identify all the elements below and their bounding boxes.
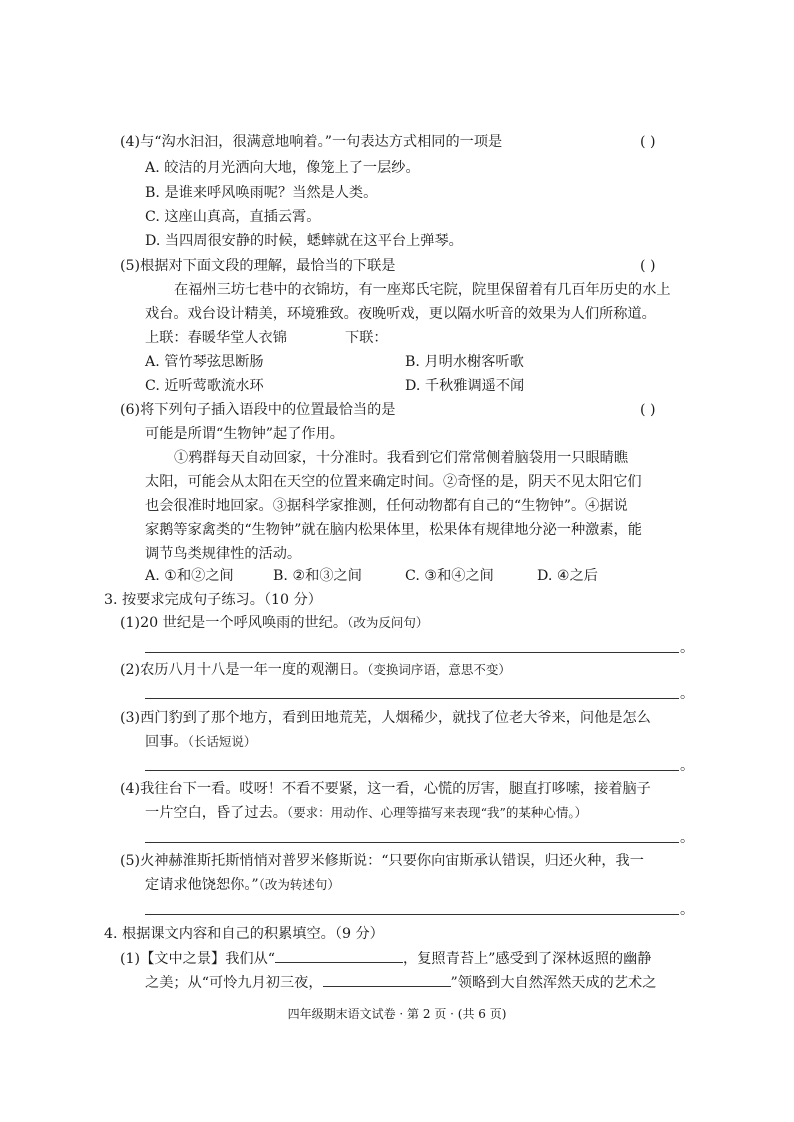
q6-passage-line: ①鸦群每天自动回家，十分准时。我看到它们常常侧着脑袋用一只眼睛瞧 [174, 450, 629, 466]
q5-option-d: D. 千秋雅调遥不闻 [405, 378, 525, 394]
q5-option-b: B. 月明水榭客听歌 [405, 354, 524, 370]
s3-item-requirement: （要求：用动作、心理等描写来表现“我”的某种心情。） [286, 805, 588, 820]
end-period: 。 [680, 686, 695, 702]
q6-passage-line: 调节鸟类规律性的活动。 [145, 546, 302, 562]
q6-option-a: A. ①和②之间 [145, 568, 234, 584]
q6-answer-paren[interactable]: ( ) [640, 402, 656, 418]
q4-option-b: B. 是谁来呼风唤雨呢？当然是人类。 [145, 185, 378, 201]
q6-option-c: C. ③和④之间 [405, 568, 494, 584]
q6-passage-line: 也会很准时地回家。③据科学家推测，任何动物都有自己的“生物钟”。④据说 [145, 498, 628, 514]
q5-option-a: A. 管竹琴弦思断肠 [145, 354, 264, 370]
q4-option-d: D. 当四周很安静的时候，蟋蟀就在这平台上弹琴。 [145, 233, 463, 249]
s3-item-text: 回事。 [145, 734, 188, 750]
end-period: 。 [680, 640, 695, 656]
answer-line[interactable] [145, 770, 679, 771]
q5-passage-line: 在福州三坊七巷中的衣锦坊，有一座郑氏宅院，院里保留着有几百年历史的水上 [174, 282, 671, 298]
q6-passage-line: 太阳，可能会从太阳在天空的位置来确定时间。②奇怪的是，阴天不见太阳它们 [145, 474, 642, 490]
answer-line[interactable] [145, 652, 679, 653]
s3-item-text: (2)农历八月十八是一年一度的观潮日。 [120, 662, 368, 678]
end-period: 。 [680, 758, 695, 774]
s3-item-text: 一片空白，昏了过去。 [145, 805, 287, 821]
q6-option-b: B. ②和③之间 [273, 568, 362, 584]
end-period: 。 [680, 830, 695, 846]
q4-answer-paren[interactable]: ( ) [640, 134, 656, 150]
s3-item-4-line2 [145, 803, 587, 823]
q5-couplet-upper: 上联：春暖华堂人衣锦 [145, 330, 287, 346]
s3-item-3-line1: (3)西门豹到了那个地方，看到田地荒芜，人烟稀少，就找了位老大爷来，问他是怎么 [120, 710, 651, 726]
s3-item-3-line2 [145, 732, 256, 752]
s4-item-1-line2 [145, 972, 656, 993]
s4-item-text: ，复照青苔上”感受到了深林返照的幽静 [403, 951, 652, 967]
s4-item-text: 之美；从“可怜九月初三夜， [145, 975, 323, 991]
fill-blank[interactable] [323, 972, 451, 987]
s3-item-1 [120, 613, 428, 633]
s3-item-text: (1)20 世纪是一个呼风唤雨的世纪。 [120, 615, 348, 631]
q4-stem: (4)与“沟水汩汩，很满意地响着。”一句表达方式相同的一项是 [120, 134, 503, 150]
q5-passage-line: 戏台。戏台设计精美，环境雅致。夜晚听戏，更以隔水听音的效果为人们所称道。 [145, 306, 656, 322]
q4-option-a: A. 皎洁的月光洒向大地，像笼上了一层纱。 [145, 160, 420, 176]
s3-item-requirement: （改为转述句） [258, 877, 340, 892]
q6-option-d: D. ④之后 [537, 568, 598, 584]
q5-couplet-lower: 下联： [345, 330, 388, 346]
q5-stem: (5)根据对下面文段的理解，最恰当的下联是 [120, 258, 396, 274]
section-3-title: 3. 按要求完成句子练习。（10 分） [104, 592, 322, 608]
section-4-title: 4. 根据课文内容和自己的积累填空。（9 分） [104, 926, 384, 942]
answer-line[interactable] [145, 698, 679, 699]
q6-stem: (6)将下列句子插入语段中的位置最恰当的是 [120, 402, 396, 418]
q5-answer-paren[interactable]: ( ) [640, 258, 656, 274]
q6-passage-line: 家鹅等家禽类的“生物钟”就在脑内松果体里，松果体有规律地分泌一种激素，能 [145, 522, 642, 538]
q5-option-c: C. 近听莺歌流水环 [145, 378, 264, 394]
s3-item-5-line2 [145, 875, 340, 895]
s3-item-requirement: （变换词序语，意思不变） [367, 662, 511, 677]
s3-item-requirement: （改为反问句） [347, 615, 429, 630]
end-period: 。 [680, 902, 695, 918]
s4-item-1-line1 [120, 948, 652, 969]
s3-item-requirement: （长话短说） [187, 734, 257, 749]
s4-item-prefix: (1)【文中之景】我们从“ [120, 951, 276, 967]
q4-option-c: C. 这座山真高，直插云霄。 [145, 209, 321, 225]
answer-line[interactable] [145, 842, 679, 843]
fill-blank[interactable] [275, 948, 403, 963]
answer-line[interactable] [145, 914, 679, 915]
s3-item-2 [120, 660, 511, 680]
s3-item-text: 定请求他饶恕你。” [145, 877, 259, 893]
q6-insert-sentence: 可能是所谓“生物钟”起了作用。 [145, 426, 344, 442]
s3-item-4-line1: (4)我往台下一看。哎呀！不看不要紧，这一看，心慌的厉害，腿直打哆嗦，接着脑子 [120, 781, 651, 797]
s4-item-text: ”领略到大自然浑然天成的艺术之 [450, 975, 657, 991]
page-footer: 四年级期末语文试卷 · 第 2 页 · (共 6 页) [287, 1007, 507, 1021]
s3-item-5-line1: (5)火神赫淮斯托斯悄悄对普罗米修斯说：“只要你向宙斯承认错误，归还火种，我一 [120, 853, 644, 869]
